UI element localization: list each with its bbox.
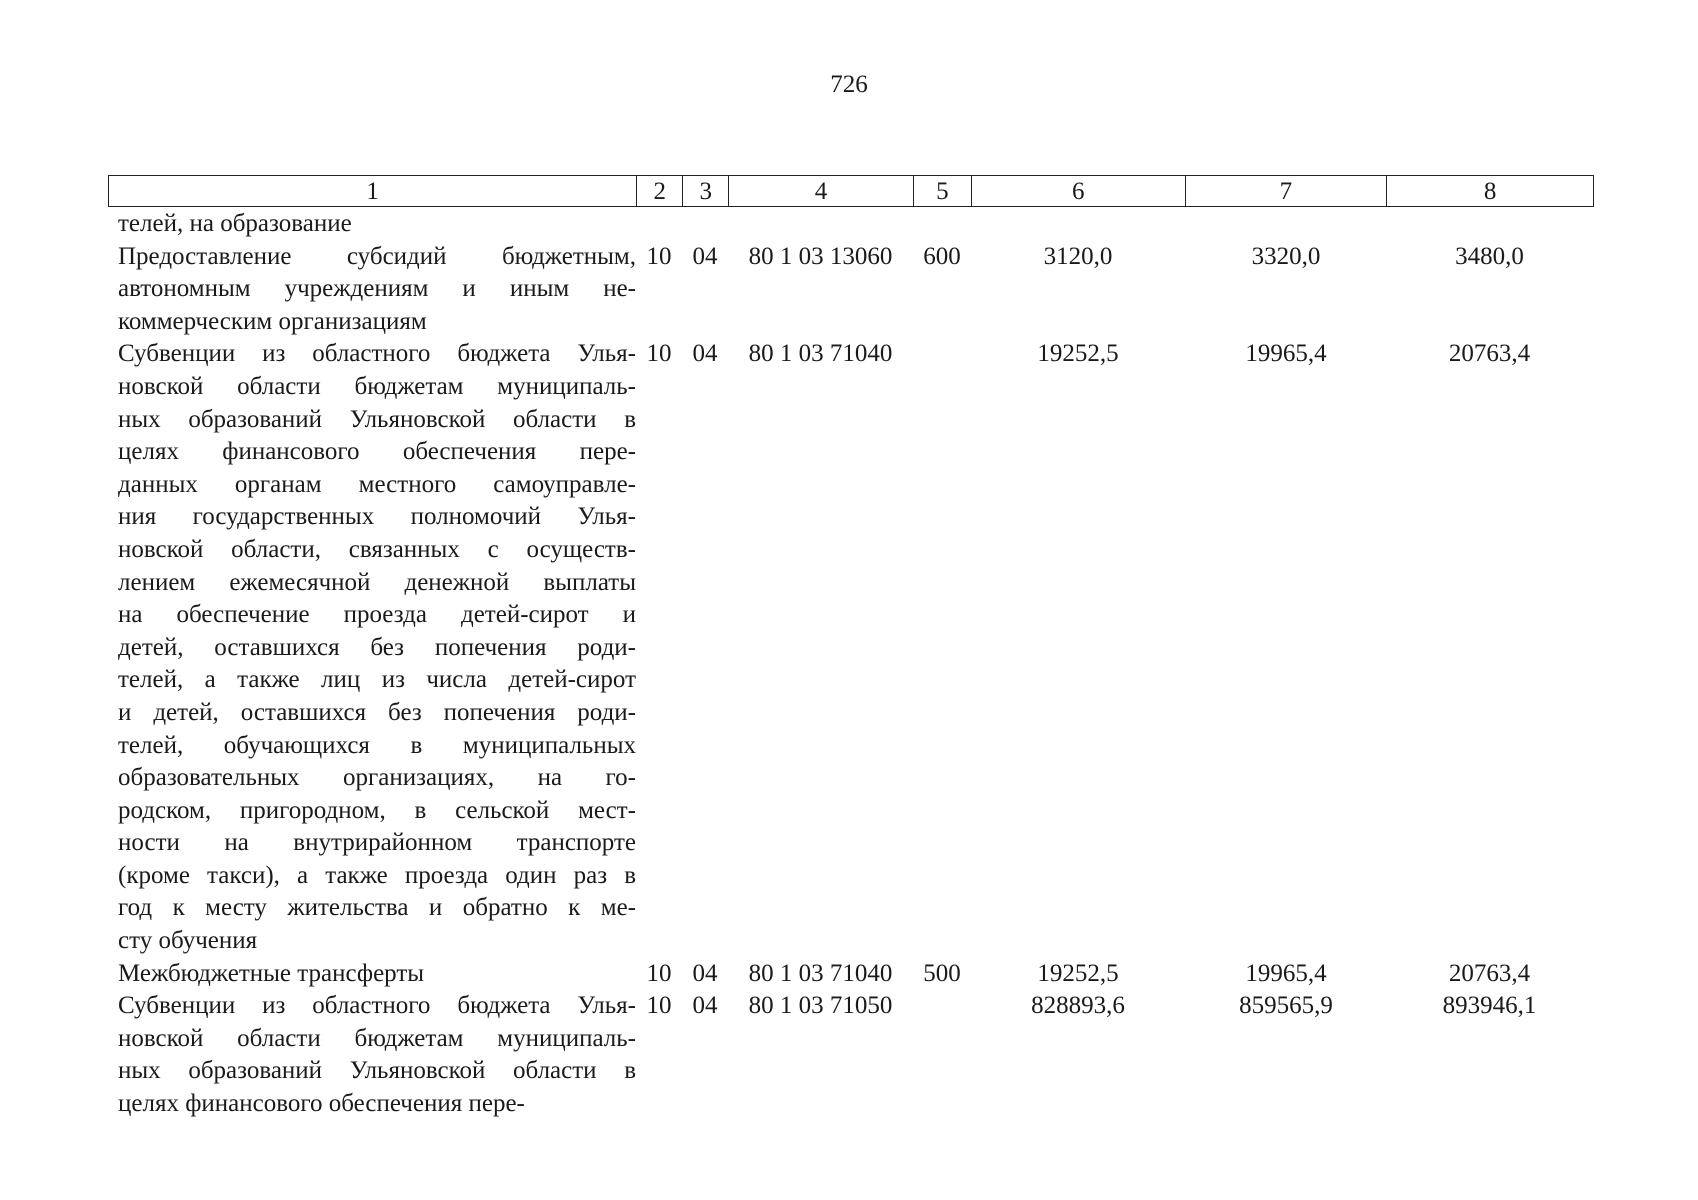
description-line: коммерческим организациям — [118, 307, 427, 335]
description-line: и детей, оставшихся без попечения роди- — [118, 698, 636, 726]
description-line: родском, пригородном, в сельской мест- — [118, 796, 636, 824]
amount-col-6: 3120,0 — [1043, 242, 1113, 270]
header-col-1: 1 — [366, 178, 379, 205]
section-code: 10 — [646, 992, 672, 1020]
description-line: на обеспечение проезда детей-сирот и — [118, 601, 636, 629]
subsection-code: 04 — [692, 992, 718, 1020]
description-line: целях финансового обеспечения пере- — [118, 438, 636, 466]
amount-col-7: 19965,4 — [1245, 959, 1327, 987]
description-line: новской области, связанных с осуществ- — [118, 535, 636, 563]
description-line: телей, обучающихся в муниципальных — [118, 731, 636, 759]
description-line: данных органам местного самоуправле- — [118, 470, 636, 498]
subsection-code: 04 — [692, 959, 718, 987]
description-line: Межбюджетные трансферты — [118, 959, 425, 987]
target-article-code: 80 1 03 13060 — [748, 242, 893, 270]
description-line: ния государственных полномочий Улья- — [118, 503, 636, 531]
header-col-2: 2 — [636, 176, 682, 206]
row-description — [108, 208, 636, 241]
description-line: (кроме такси), а также проезда один раз в — [118, 861, 636, 889]
description-line: ных образований Ульяновской области в — [118, 1057, 636, 1085]
description-line: телей, на образование — [118, 210, 352, 237]
description-line: автономным учреждениям и иным не- — [118, 275, 636, 303]
header-col-8: 8 — [1386, 176, 1593, 206]
header-col-3: 3 — [682, 176, 728, 206]
description-line: Субвенции из областного бюджета Улья- — [118, 340, 636, 368]
expense-type-code: 500 — [923, 959, 961, 987]
description-line: новской области бюджетам муниципаль- — [118, 372, 636, 400]
row-description — [108, 990, 636, 1120]
target-article-code: 80 1 03 71050 — [748, 992, 893, 1020]
amount-col-7: 3320,0 — [1251, 242, 1321, 270]
subsection-code: 04 — [692, 242, 718, 270]
header-col-5: 5 — [913, 176, 971, 206]
amount-col-8: 20763,4 — [1448, 340, 1531, 368]
section-code: 10 — [646, 340, 672, 368]
header-col-4: 4 — [728, 176, 913, 206]
amount-col-7: 859565,9 — [1239, 992, 1333, 1020]
description-line: Предоставление субсидий бюджетным, — [118, 242, 636, 270]
table-row — [108, 990, 1594, 1120]
description-line: телей, а также лиц из числа детей-сирот — [118, 666, 636, 694]
table-row — [108, 241, 1594, 339]
expense-type-code: 600 — [923, 242, 961, 270]
amount-col-8: 893946,1 — [1442, 992, 1537, 1020]
target-article-code: 80 1 03 71040 — [748, 340, 893, 368]
row-description — [108, 958, 636, 991]
amount-col-6: 19252,5 — [1037, 959, 1119, 987]
description-line: лением ежемесячной денежной выплаты — [118, 568, 636, 596]
table-row — [108, 958, 1594, 991]
description-line: год к месту жительства и обратно к ме- — [118, 894, 636, 922]
row-description — [108, 338, 636, 957]
description-line: Субвенции из областного бюджета Улья- — [118, 992, 636, 1020]
subsection-code: 04 — [692, 340, 718, 368]
row-description — [108, 241, 636, 339]
table-header-row — [108, 175, 1594, 207]
description-line: сту обучения — [118, 927, 258, 955]
description-line: детей, оставшихся без попечения роди- — [118, 633, 636, 661]
amount-col-8: 20763,4 — [1448, 959, 1531, 987]
amount-col-8: 3480,0 — [1455, 242, 1524, 270]
amount-col-7: 19965,4 — [1245, 340, 1327, 368]
section-code: 10 — [646, 242, 672, 270]
target-article-code: 80 1 03 71040 — [748, 959, 893, 987]
table-body — [108, 207, 1594, 1121]
page-number: 726 — [830, 71, 868, 98]
amount-col-6: 19252,5 — [1037, 340, 1119, 368]
description-line: целях финансового обеспечения пере- — [118, 1090, 525, 1118]
amount-col-6: 828893,6 — [1031, 992, 1125, 1020]
description-line: образовательных организациях, на го- — [118, 764, 636, 792]
table-row — [108, 208, 1594, 241]
header-col-7: 7 — [1185, 176, 1387, 206]
budget-table — [108, 175, 1594, 1121]
description-line: ности на внутрирайонном транспорте — [118, 829, 636, 857]
section-code: 10 — [646, 959, 672, 987]
description-line: новской области бюджетам муниципаль- — [118, 1024, 636, 1052]
table-row — [108, 338, 1594, 957]
header-col-6: 6 — [971, 176, 1185, 206]
description-line: ных образований Ульяновской области в — [118, 405, 636, 433]
